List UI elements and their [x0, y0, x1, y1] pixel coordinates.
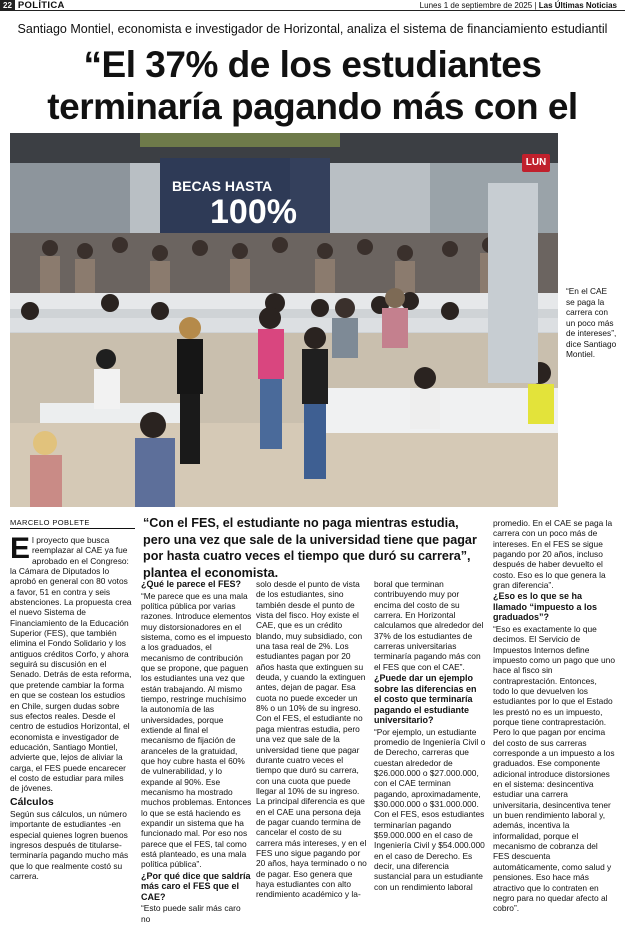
article-photo [10, 133, 558, 507]
photo-credit-text: DAVID VELÁSQUEZ [1, 454, 7, 505]
page-number: 22 [0, 0, 15, 11]
article-kicker: Santiago Montiel, economista e investigador de Horizontal, analiza el sistema de financiamiento estudiantil [17, 22, 608, 36]
caption-line: dice Santiago [566, 338, 617, 349]
issue-date: Lunes 1 de septiembre de 2025 [419, 1, 533, 10]
interview-question: ¿Eso es lo que se ha llamado “impuesto a los graduados”? [493, 591, 598, 623]
banner-text: BECAS HASTA [172, 178, 273, 194]
byline: MARCELO POBLETE [10, 518, 90, 527]
interview-question: ¿Puede dar un ejemplo sobre las diferencias en el costo que terminaría pagando el estudiante universitario? [374, 673, 477, 726]
newspaper-name: Las Últimas Noticias [538, 1, 617, 10]
caption-line: carrera con [566, 307, 608, 317]
drop-cap: E [10, 532, 31, 565]
body-paragraph: Según sus cálculos, un número importante de estudiantes -en especial quienes logren buenos ingresos después de titularse- terminaría pagando mucho más que lo que realmente costó su carrera. [10, 808, 129, 881]
column-1 [10, 532, 134, 882]
photo-illustration [10, 133, 558, 507]
column-2 [141, 579, 252, 925]
caption-line: “En el CAE [566, 286, 608, 296]
column-3 [256, 579, 368, 901]
photo-credit [0, 454, 12, 507]
interview-answer: solo desde el punto de vista de los estudiantes, sino también desde el punto de vista del fisco. Hoy existe el CAE, que es un crédito blando, muy subsidiado, con una tasa real de 2%. Los estudiantes pagan por 20 años hasta que extinguen su deuda, y cuando la extinguen antes, dejan de pagar. Esa cuota no puede exceder un 8% o un 10% de su ingreso. Con el FES, el estudiante no paga mientras estudia, pero una vez que sale de la universidad tiene que pagar durante cuatro veces el tiempo que duró su carrera, con una cuota que puede llegar al 10% de su ingreso. La principal diferencia es que en el CAE una persona deja de pagar cuando termina de cancelar el costo de su carrera más intereses, y en el FES uno sigue pagando por 20 años, haya terminado o no de pagar. Eso genera que haya estudiantes con alto rendimiento académico y la- [256, 579, 367, 900]
interview-answer: boral que terminan contribuyendo muy por encima del costo de su carrera. En Horizontal calculamos que alrededor del 37% de los estudiantes de carreras universitarias terminaría pagando más con el FES que con el CAE”. [374, 579, 484, 672]
interview-question: ¿Qué le parece el FES? [141, 579, 242, 589]
intro-paragraph [10, 532, 134, 794]
intro-text: l proyecto que busca reemplazar al CAE ya fue aprobado en el Congreso: la Cámara de Diputados lo aprobó en general con 80 votos a favor, 51 en contra y seis abstenciones. La propuesta crea el nuevo Sistema de Financiamiento de la Educación Superior (FES), que también elimina el Fondo Solidario y los antiguos créditos Corfo, y ahora seguirá su discusión en el Senado. Detrás de esta reforma, que pretende cambiar la forma en que se costean los estudios en Chile, surgen dudas sobre sus efectos reales. Desde el centro de estudios Horizontal, el economista e investigador de educación, Santiago Montiel, advierte que, lejos de aliviar la carga, el FES puede encarecer el costo de estudiar para miles de jóvenes. [10, 535, 132, 794]
interview-answer: “Eso es exactamente lo que decimos. El Servicio de Impuestos Internos define impuesto como un pago que uno hace al fisco sin contraprestación. Entonces, todo lo que devuelven los estudiantes por lo que el Estado les prestó no es un impuesto, porque tiene contraprestación. Pero lo que pagan por encima del costo de sus carreras corresponde a un impuesto a los graduados. Ese componente adicional introduce distorsiones en el sistema: desincentiva estudiar una carrera universitaria, desincentiva tener un buen rendimiento laboral y, además, incentiva la informalidad, porque el mecanismo de cobranza del FES descuenta automáticamente, como salud y pensiones. Eso hace más atractivo que lo contraten en negro para no quedar afecto al cobro”. [493, 623, 615, 914]
interview-answer: “Me parece que es una mala política pública por varias razones. Introduce elementos muy distorsionadores en el sistema, como es el impuesto a los graduados, el mecanismo de contribución que se propone, que paguen los estudiantes una vez que están trabajando. Al mismo tiempo, restringe muchísimo la autonomía de las universidades, porque extiende al final el mecanismo de fijación de aranceles de la gratuidad, que hoy cubre hasta el 60% de vulnerabilidad, y lo expande al 90%. Ese mecanismo ha mostrado muchos problemas. Entonces lo que se está haciendo es expandir un sistema que ha funcionado mal. Por eso nos parece que el FES, tal como está planteado, es una mala política pública”. [141, 590, 252, 870]
lun-badge: LUN [522, 154, 550, 172]
byline-divider [10, 528, 135, 529]
article-headline: “El 37% de los estudiantes terminaría pagando más con el [47, 44, 578, 127]
caption-line: de intereses”, [566, 328, 617, 338]
interview-question: ¿Por qué dice que saldría más caro el FES que el CAE? [141, 870, 251, 902]
column-5 [493, 518, 615, 915]
pull-quote: “Con el FES, el estudiante no paga mientras estudia, pero una vez que sale de la universidad tiene que pagar por hasta cuatro veces el tiempo que duró su carrera”, plantea el economista. [143, 516, 477, 580]
subhead-calculos: Cálculos [10, 795, 54, 808]
column-4 [374, 579, 486, 893]
caption-line: se paga la [566, 296, 605, 307]
banner-percentage: 100% [210, 193, 297, 231]
header-separator: | [534, 1, 537, 10]
section-name: POLÍTICA [17, 0, 65, 11]
interview-answer: promedio. En el CAE se paga la carrera con un poco más de intereses. En el FES se sigue pagando por 20 años, incluso después de haber devuelto el costo. Eso es lo que genera la gran diferencia”. [493, 518, 613, 591]
page-header [0, 0, 625, 11]
header-date-line [420, 0, 617, 11]
caption-line: un poco más [566, 317, 614, 328]
interview-answer: “Por ejemplo, un estudiante promedio de Ingeniería Civil o de Derecho, carreras que cuestan alrededor de $26.000.000 o $27.000.000, con el CAE terminan pagando, aproximadamente, $30.000.000 o $31.000.000. Con el FES, esos estudiantes terminarían pagando $59.000.000 en el caso de Ingeniería Civil y $54.000.000 en el caso de Derecho. Es decir, una diferencia sustancial para un estudiante con un rendimiento laboral [374, 726, 486, 892]
photo-caption [566, 286, 622, 360]
caption-line: Montiel. [566, 349, 596, 359]
interview-answer: “Esto puede salir más caro no [141, 903, 241, 924]
